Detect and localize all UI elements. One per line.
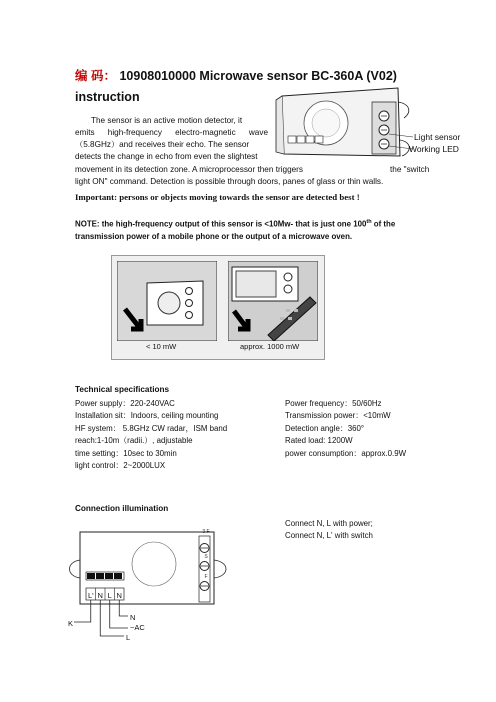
board-mark-low: F [204, 574, 208, 580]
spec-right-4: Rated load: 1200W [285, 436, 353, 445]
comparison-figure [111, 255, 325, 360]
spec-right-1: Power frequency：50/60Hz [285, 399, 382, 408]
specs-heading: Technical specifications [75, 385, 170, 394]
connection-heading: Connection illumination [75, 504, 169, 513]
intro-line-3: （5.8GHz）and receives their echo. The sensor [75, 140, 250, 149]
code-label: 编 码： [75, 69, 116, 83]
light-sensor-label: Light sensor [414, 132, 461, 142]
terminal-label-lprime: L' [87, 591, 94, 600]
intro-line-6: light ON" command. Detection is possible through doors, panes of glass or thin walls. [75, 177, 384, 186]
wire-label-l: L [126, 633, 131, 642]
connection-instruction-1: Connect N, L with power; [285, 519, 373, 528]
intro-line-1: The sensor is an active motion detector, it [91, 116, 243, 125]
working-led-label: Working LED [409, 144, 459, 154]
spec-left-5: time setting：10sec to 30min [75, 449, 177, 458]
spec-left-6: light control：2~2000LUX [75, 461, 166, 470]
intro-line-4: detects the change in echo from even the slightest [75, 152, 258, 161]
terminal-label-n1: N [97, 591, 103, 600]
board-mark-mid: S [204, 554, 208, 560]
sensor-thumbnail [117, 261, 217, 341]
spec-left-2: Installation sit：Indoors, ceiling mounting [75, 411, 219, 420]
intro-line-2: emits high-frequency electro-magnetic wave [75, 128, 268, 137]
terminal-label-n2: N [116, 591, 122, 600]
note-value: <10Mw [264, 219, 291, 229]
note-text-before: NOTE: the high-frequency output of this sensor is [75, 219, 265, 229]
high-power-label: approx. 1000 mW [240, 342, 300, 351]
wiring-diagram [64, 522, 240, 646]
intro-line-5: movement in its detection zone. A microprocessor then triggers [75, 165, 303, 174]
document-subtitle: instruction [75, 90, 140, 104]
intro-line-5-trail: the "switch [390, 165, 430, 174]
board-mark-top: 3 F [202, 529, 210, 535]
terminal-label-l: L [107, 591, 112, 600]
wire-label-ac: ~AC [130, 623, 145, 632]
spec-right-3: Detection angle：360° [285, 424, 365, 433]
product-code: 10908010000 Microwave sensor BC-360A (V02) [119, 69, 397, 83]
spec-right-5: power consumption：approx.0.9W [285, 449, 407, 458]
low-power-label: < 10 mW [146, 342, 177, 351]
spec-right-2: Transmission power：<10mW [285, 411, 391, 420]
spec-left-1: Power supply：220-240VAC [75, 399, 175, 408]
connection-instruction-2: Connect N, L' with switch [285, 531, 373, 540]
note-text-after: of the transmission power of a mobile phone or the output of a microwave oven. [75, 219, 396, 241]
wire-label-n: N [130, 613, 136, 622]
note-text-mid: - that is just one 100 [290, 219, 367, 229]
important-notice: Important: persons or objects moving towards the sensor are detected best ! [75, 192, 360, 202]
wire-label-k: K [68, 619, 74, 628]
note-paragraph [75, 216, 430, 243]
note-superscript: th [366, 219, 372, 225]
phone-microwave-thumbnail [228, 261, 318, 341]
spec-left-4: reach:1-10m（radii.）, adjustable [75, 436, 193, 445]
spec-left-3: HF system： 5.8GHz CW radar，ISM band [75, 424, 228, 433]
